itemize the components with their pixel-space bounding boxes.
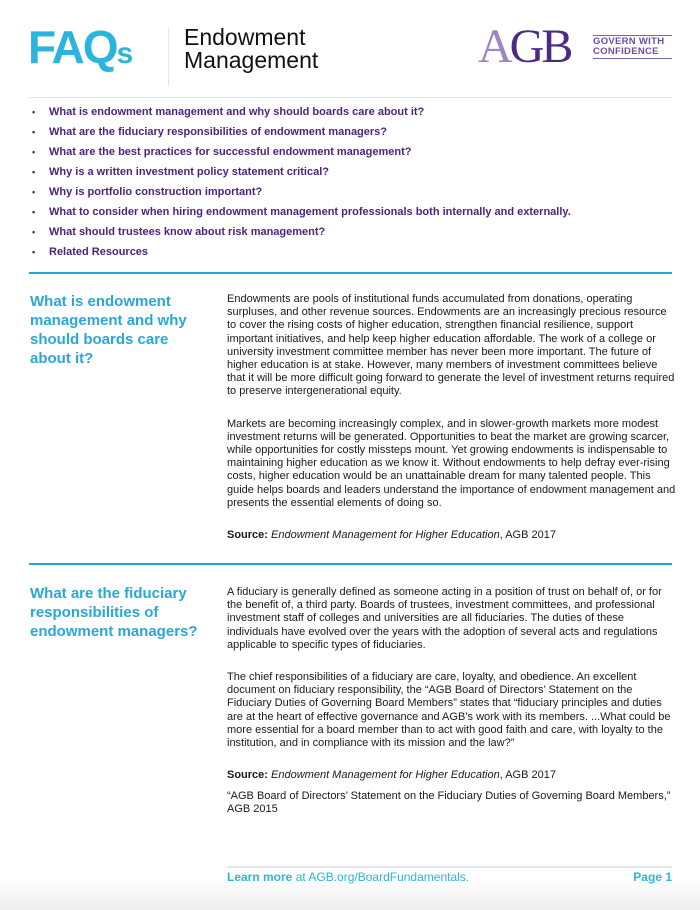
- faqs-suffix: s: [116, 37, 134, 70]
- footer-background: [0, 880, 700, 910]
- agb-logo-mark: [478, 20, 571, 73]
- source-citation: [227, 769, 677, 782]
- section-body: [227, 293, 677, 542]
- section-heading: What are the fiduciary responsibilities of endowment managers?: [30, 585, 198, 640]
- learn-more-bold: Learn more: [227, 870, 293, 884]
- source-citation: [227, 529, 677, 542]
- document-title: [184, 26, 318, 72]
- title-line-1: Endowment: [184, 24, 306, 50]
- tagline-line-1: GOVERN WITH: [593, 36, 665, 47]
- page-header: [0, 0, 700, 90]
- source-rest: , AGB 2017: [499, 769, 556, 782]
- toc-link[interactable]: • What are the fiduciary responsibilities of endowment managers?: [30, 125, 571, 145]
- logo-letter-a: A: [478, 20, 510, 73]
- learn-more-link[interactable]: [227, 870, 469, 884]
- source-title: Endowment Management for Higher Education: [271, 529, 500, 542]
- toc-link[interactable]: • What is endowment management and why should boards care about it?: [30, 105, 571, 125]
- table-of-contents: [30, 105, 571, 265]
- tagline-line-2: CONFIDENCE: [593, 46, 659, 57]
- source-label: Source:: [227, 769, 268, 782]
- source-rest: , AGB 2017: [499, 529, 556, 542]
- toc-link[interactable]: • What are the best practices for successful endowment management?: [30, 145, 571, 165]
- source-label: Source:: [227, 529, 268, 542]
- paragraph: Markets are becoming increasingly complex, and in slower-growth markets more modest investment returns will be generated. Opportunities to beat the market are growing scarcer, while opportunities for costly missteps mount. Yet growing endowments is indispensable to maintaining higher education as we know it. Without endowments to help defray ever-rising costs, higher education would be an unattainable dream for many talented people. This guide helps boards and leaders understand the importance of endowment management and presents the essential elements of doing so.: [227, 417, 676, 509]
- paragraph: A fiduciary is generally defined as someone acting in a position of trust on behalf of, or for the benefit of, a third party. Boards of trustees, investment committees, and professional investment staff of colleges and universities are all fiduciaries. The duties of these individuals have evolved over the years with the adoption of several acts and regulations applicable to specific types of fiduciaries.: [227, 586, 662, 651]
- toc-link[interactable]: • What should trustees know about risk management?: [30, 225, 571, 245]
- faqs-main: FAQ: [28, 21, 117, 73]
- section-divider: [29, 272, 672, 274]
- additional-source: “AGB Board of Directors’ Statement on the Fiduciary Duties of Governing Board Members,” AGB 2015: [227, 790, 671, 816]
- toc-link[interactable]: • Related Resources: [30, 245, 571, 265]
- toc-link[interactable]: • Why is portfolio construction important?: [30, 185, 571, 205]
- paragraph: The chief responsibilities of a fiduciary are care, loyalty, and obedience. An excellent document on fiduciary responsibility, the “AGB Board of Directors’ Statement on the Fiduciary Duties of Governing Board Members” states that “fiduciary principles and duties are at the heart of effective governance and AGB’s work with its members. ...What could be more essential for a board member than to act with good faith and care, with loyalty to the institution, and in compliance with its mission and the law?”: [227, 671, 671, 750]
- faqs-title: [28, 21, 134, 73]
- toc-link[interactable]: • What to consider when hiring endowment management professionals both internally and externally.: [30, 205, 571, 225]
- paragraph: Endowments are pools of institutional funds accumulated from donations, operating surpluses, and other revenue sources. Endowments are an increasingly precious resource to cover the rising costs of higher education, strengthen financial resilience, support important initiatives, and help keep higher education affordable. The work of a college or university investment committee member has never been more important. The future of higher education is at stake. However, many members of investment committees believe that it will be more difficult going forward to generate the level of investment returns required to preserve intergenerational equity.: [227, 293, 675, 398]
- title-line-2: Management: [184, 47, 319, 73]
- section-divider: [29, 563, 672, 565]
- logo-letters-gb: GB: [509, 20, 571, 73]
- section-body: [227, 586, 677, 816]
- footer-rule: [227, 866, 672, 868]
- source-title: Endowment Management for Higher Education: [271, 769, 500, 782]
- header-divider: [168, 28, 169, 86]
- section-heading: What is endowment management and why should boards care about it?: [30, 293, 187, 367]
- page-number: Page 1: [633, 870, 672, 884]
- agb-tagline: [593, 35, 672, 59]
- learn-more-url: at AGB.org/BoardFundamentals.: [292, 870, 470, 884]
- toc-link[interactable]: • Why is a written investment policy statement critical?: [30, 165, 571, 185]
- header-rule: [29, 97, 672, 98]
